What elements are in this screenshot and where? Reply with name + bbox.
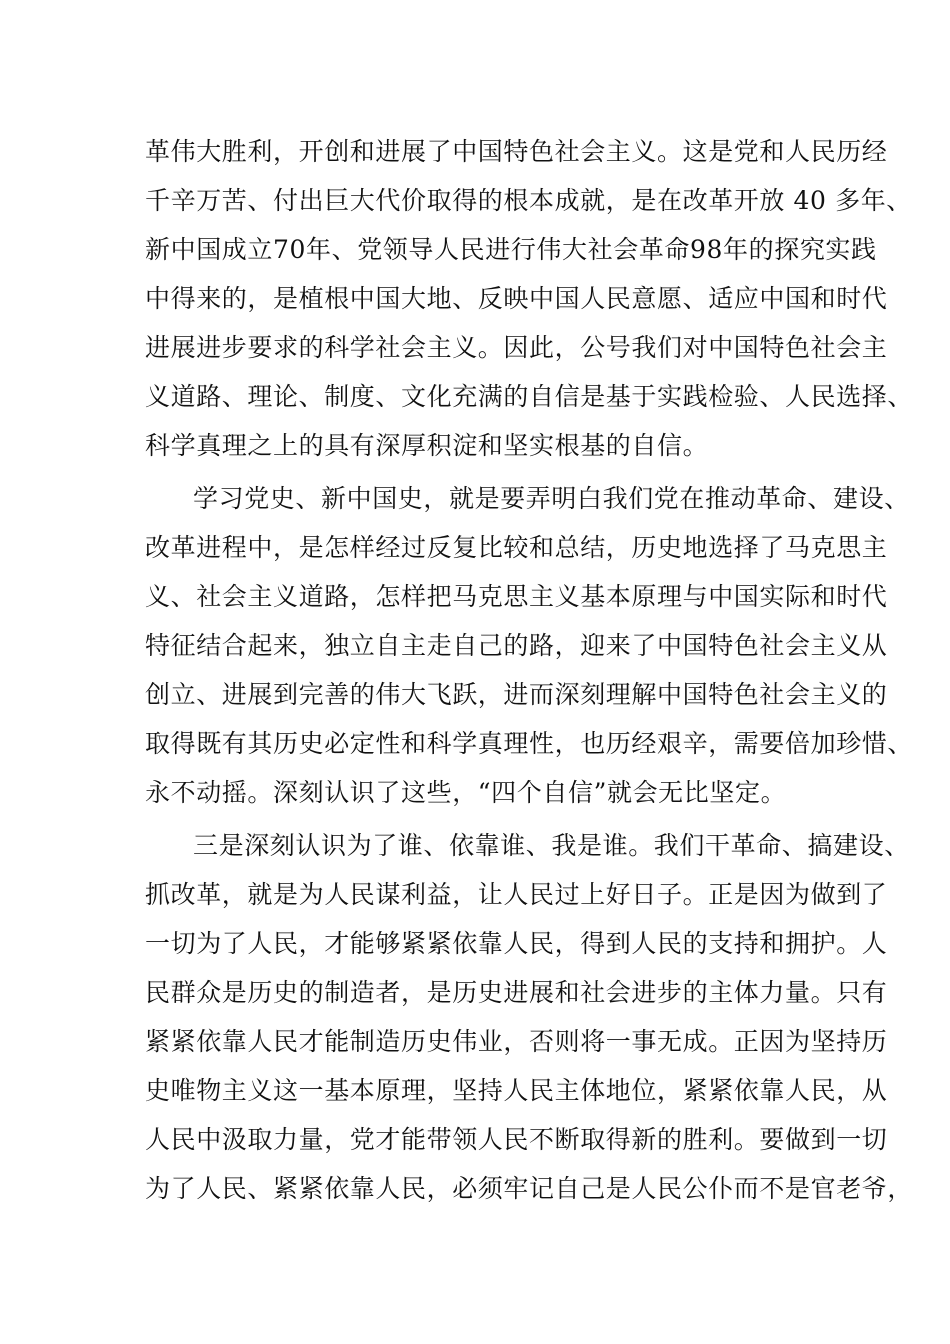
text-line: 千辛万苦、付出巨大代价取得的根本成就，是在改革开放 40 多年、 (145, 186, 912, 215)
text-line: 紧紧依靠人民才能制造历史伟业，否则将一事无成。正因为坚持历 (145, 1027, 888, 1056)
text-line: 进展进步要求的科学社会主义。因此，公号我们对中国特色社会主 (145, 333, 888, 362)
text-line: 义、社会主义道路，怎样把马克思主义基本原理与中国实际和时代 (145, 582, 888, 611)
text-line: 一切为了人民，才能够紧紧依靠人民，得到人民的支持和拥护。人 (145, 929, 888, 958)
text-line: 永不动摇。深刻认识了这些，“四个自信”就会无比坚定。 (145, 778, 787, 807)
text-line: 人民中汲取力量，党才能带领人民不断取得新的胜利。要做到一切 (145, 1125, 888, 1154)
text-line: 为了人民、紧紧依靠人民，必须牢记自己是人民公仆而不是官老爷， (145, 1174, 914, 1203)
text-line: 创立、进展到完善的伟大飞跃，进而深刻理解中国特色社会主义的 (145, 680, 888, 709)
text-line: 新中国成立70年、党领导人民进行伟大社会革命98年的探究实践 (145, 235, 877, 264)
paragraph-first-line: 学习党史、新中国史，就是要弄明白我们党在推动革命、建设、 (193, 484, 910, 513)
text-line: 特征结合起来，独立自主走自己的路，迎来了中国特色社会主义从 (145, 631, 888, 660)
text-line: 义道路、理论、制度、文化充满的自信是基于实践检验、人民选择、 (145, 382, 914, 411)
paragraph-first-line: 三是深刻认识为了谁、依靠谁、我是谁。我们干革命、搞建设、 (193, 831, 910, 860)
text-line: 中得来的，是植根中国大地、反映中国人民意愿、适应中国和时代 (145, 284, 888, 313)
text-line: 革伟大胜利，开创和进展了中国特色社会主义。这是党和人民历经 (145, 137, 888, 166)
text-line: 史唯物主义这一基本原理，坚持人民主体地位，紧紧依靠人民，从 (145, 1076, 888, 1105)
text-line: 抓改革，就是为人民谋利益，让人民过上好日子。正是因为做到了 (145, 880, 888, 909)
text-line: 科学真理之上的具有深厚积淀和坚实根基的自信。 (145, 431, 709, 460)
text-line: 取得既有其历史必定性和科学真理性，也历经艰辛，需要倍加珍惜、 (145, 729, 914, 758)
text-line: 改革进程中，是怎样经过反复比较和总结，历史地选择了马克思主 (145, 533, 888, 562)
text-line: 民群众是历史的制造者，是历史进展和社会进步的主体力量。只有 (145, 978, 888, 1007)
